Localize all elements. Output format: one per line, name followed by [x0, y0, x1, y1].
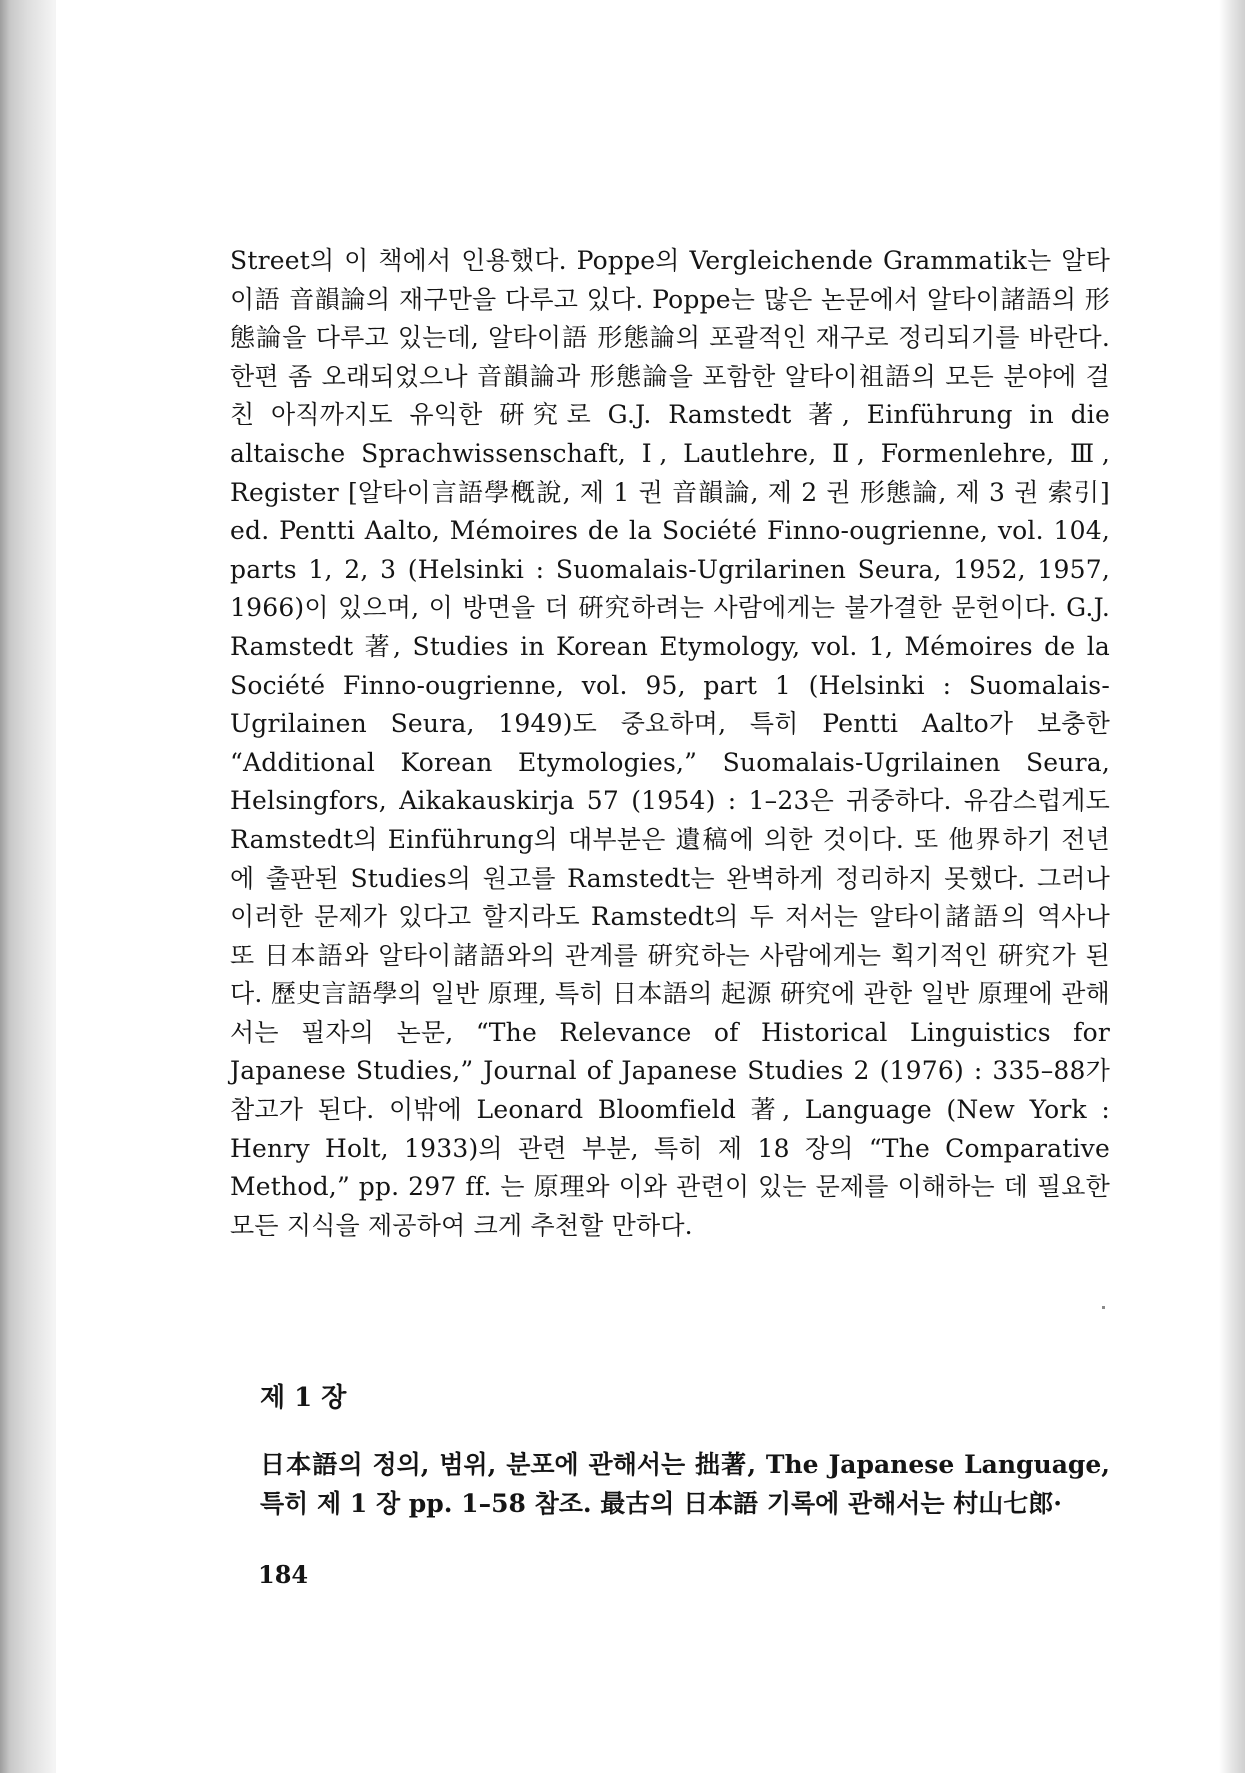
page-speck — [1102, 1306, 1105, 1309]
page-number: 184 — [258, 1560, 309, 1589]
right-page-shadow — [1219, 0, 1245, 1773]
left-page-edge — [0, 0, 56, 1773]
chapter-paragraph: 日本語의 정의, 범위, 분포에 관해서는 拙著, The Japanese Language, 특히 제 1 장 pp. 1–58 참조. 最古의 日本語 기록에 관해서는 村山七郎· — [260, 1450, 1110, 1518]
body-paragraph: Street의 이 책에서 인용했다. Poppe의 Vergleichende Grammatik는 알타이語 音韻論의 재구만을 다루고 있다. Poppe는 많은 논문에서 알타이諸語의 形態論을 다루고 있는데, 알타이語 形態論의 포괄적인 재구로 정리되기를 바란다. 한편 좀 오래되었으나 音韻論과 形態論을 포함한 알타이祖語의 모든 분야에 걸친 아직까지도 유익한 硏究로 G.J. Ramstedt 著, Einführung in die altaische Sprachwissenschaft, Ⅰ, Lautlehre, Ⅱ, Formenlehre, Ⅲ, Register [알타이言語學槪說, 제 1 권 音韻論, 제 2 권 形態論, 제 3 권 索引] ed. Pentti Aalto, Mémoires de la Société Finno-ougrienne, vol. 104, parts 1, 2, 3 (Helsinki : Suomalais-Ugrilarinen Seura, 1952, 1957, 1966)이 있으며, 이 방면을 더 硏究하려는 사람에게는 불가결한 문헌이다. G.J. Ramstedt 著, Studies in Korean Etymology, vol. 1, Mémoires de la Société Finno-ougrienne, vol. 95, part 1 (Helsinki : Suomalais-Ugrilainen Seura, 1949)도 중요하며, 특히 Pentti Aalto가 보충한 “Additional Korean Etymologies,” Suomalais-Ugrilainen Seura, Helsingfors, Aikakauskirja 57 (1954) : 1–23은 귀중하다. 유감스럽게도 Ramstedt의 Einführung의 대부분은 遺稿에 의한 것이다. 또 他界하기 전년에 출판된 Studies의 원고를 Ramstedt는 완벽하게 정리하지 못했다. 그러나 이러한 문제가 있다고 할지라도 Ramstedt의 두 저서는 알타이諸語의 역사나 또 日本語와 알타이諸語와의 관계를 硏究하는 사람에게는 획기적인 硏究가 된다. 歷史言語學의 일반 原理, 특히 日本語의 起源 硏究에 관한 일반 原理에 관해서는 필자의 논문, “The Relevance of Historical Linguistics for Japanese Studies,” Journal of Japanese Studies 2 (1976) : 335–88가 참고가 된다. 이밖에 Leonard Bloomfield 著, Language (New York : Henry Holt, 1933)의 관련 부분, 특히 제 18 장의 “The Comparative Method,” pp. 297 ff. 는 原理와 이와 관련이 있는 문제를 이해하는 데 필요한 모든 지식을 제공하여 크게 추천할 만하다. — [230, 246, 1110, 1240]
chapter-heading: 제 1 장 — [260, 1383, 347, 1413]
